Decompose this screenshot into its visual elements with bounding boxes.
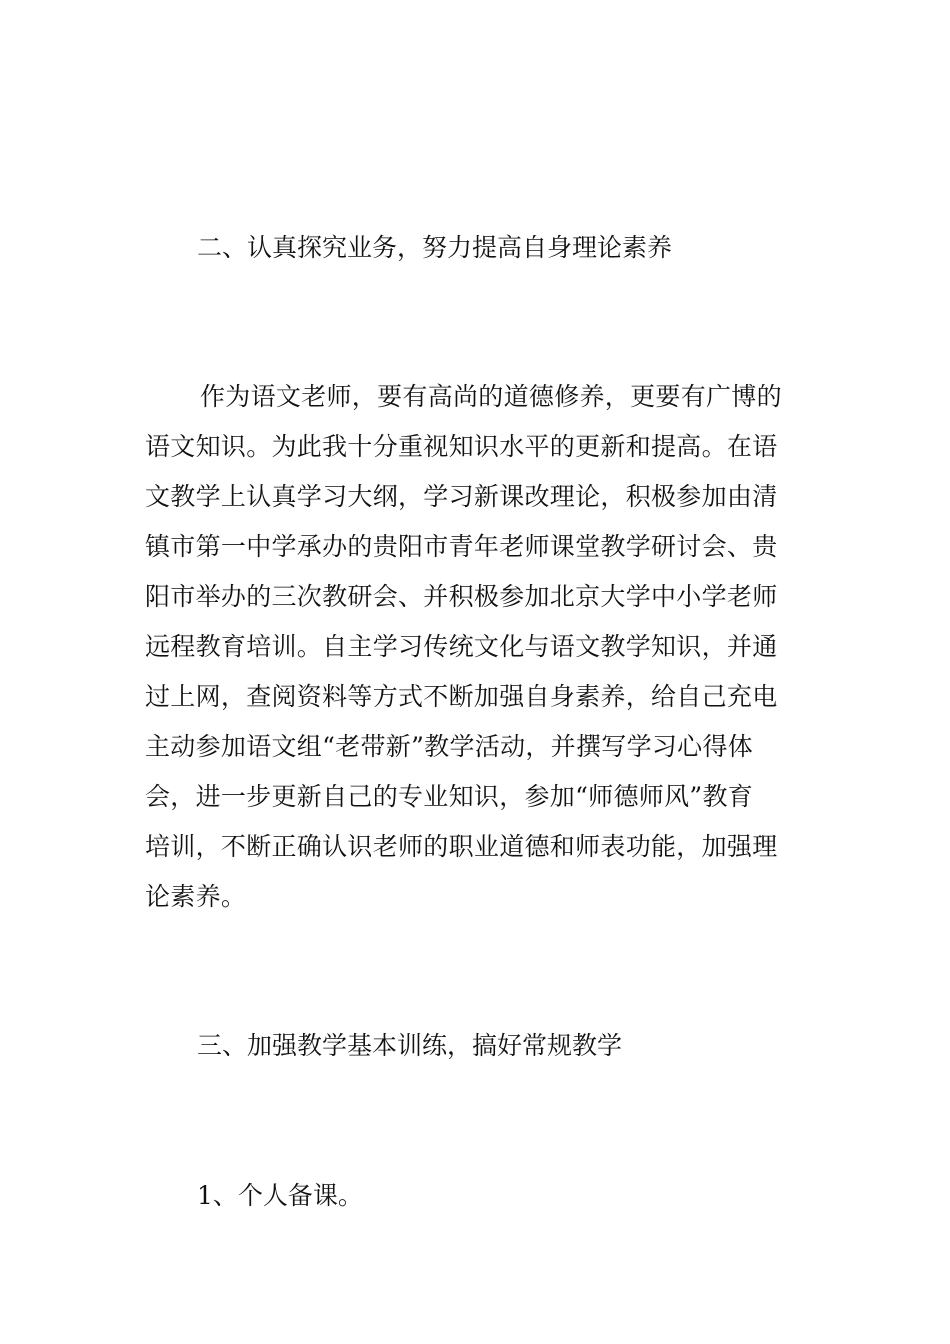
- section-3-heading: 三、加强教学基本训练，搞好常规教学: [197, 1031, 623, 1060]
- paragraph-line: 作为语文老师，要有高尚的道德修养，更要有广博的: [200, 382, 782, 411]
- paragraph-line: 论素养。: [145, 882, 247, 911]
- body-paragraph: [145, 380, 810, 930]
- paragraph-line: 培训，不断正确认识老师的职业道德和师表功能，加强理: [145, 832, 778, 861]
- section-2-heading: 二、认真探究业务，努力提高自身理论素养: [197, 233, 673, 262]
- list-item-1: 1、个人备课。: [197, 1181, 363, 1210]
- paragraph-line: 会，进一步更新自己的专业知识，参加“师德师风”教育: [145, 782, 754, 811]
- paragraph-line: 过上网，查阅资料等方式不断加强自身素养，给自己充电: [145, 682, 778, 711]
- paragraph-line: 阳市举办的三次教研会、并积极参加北京大学中小学老师: [145, 582, 778, 611]
- paragraph-line: 文教学上认真学习大纲，学习新课改理论，积极参加由清: [145, 482, 778, 511]
- paragraph-line: 语文知识。为此我十分重视知识水平的更新和提高。在语: [145, 432, 778, 461]
- paragraph-line: 镇市第一中学承办的贵阳市青年老师课堂教学研讨会、贵: [145, 532, 778, 561]
- paragraph-line: 远程教育培训。自主学习传统文化与语文教学知识，并通: [145, 632, 778, 661]
- paragraph-line: 主动参加语文组“老带新”教学活动，并撰写学习心得体: [145, 732, 754, 761]
